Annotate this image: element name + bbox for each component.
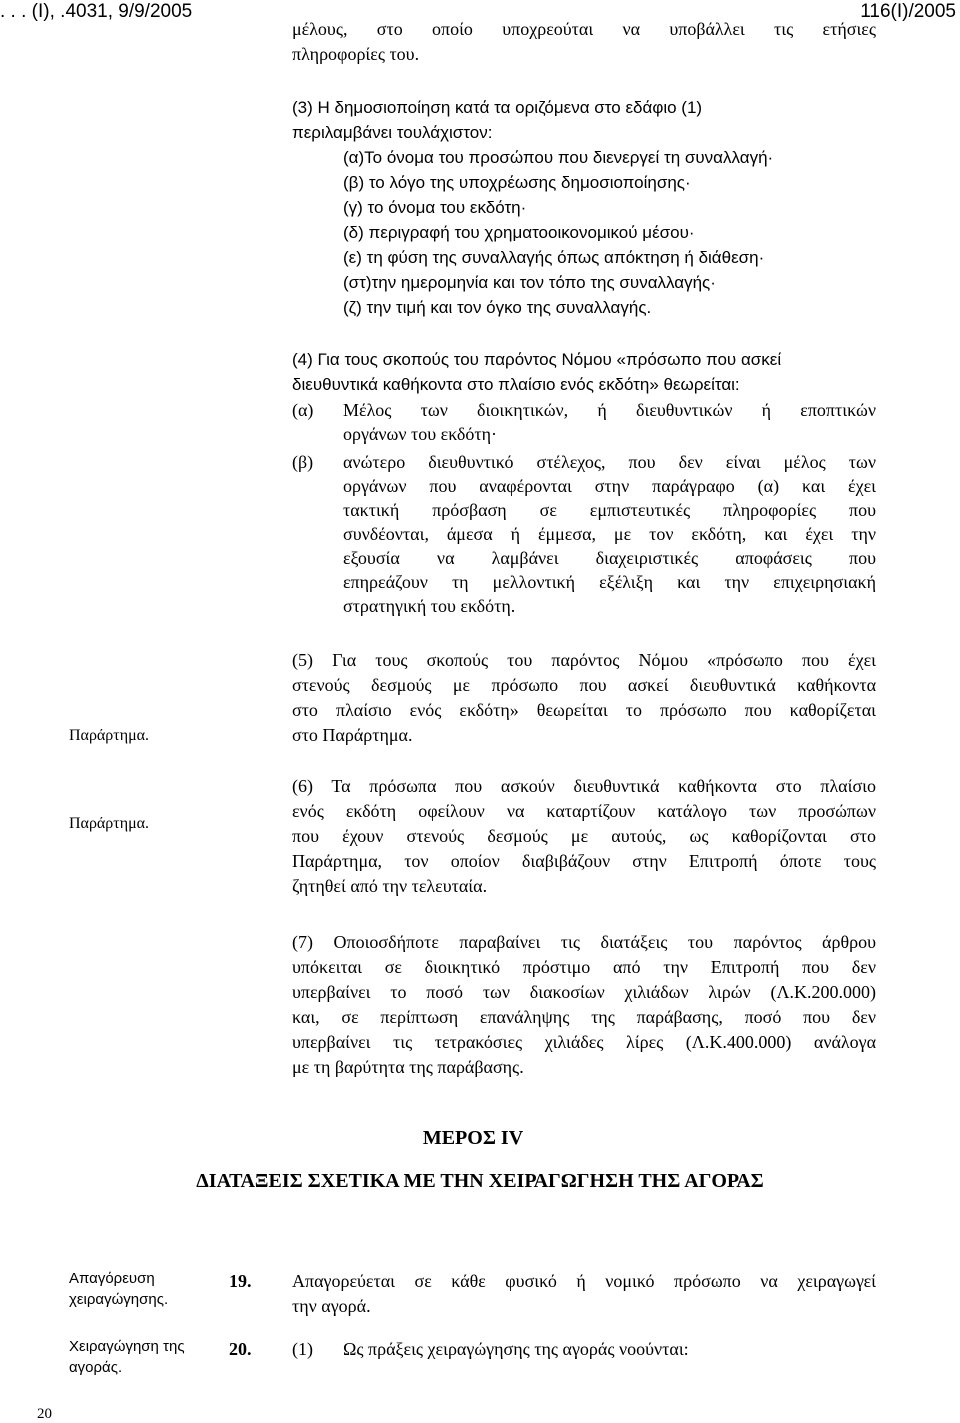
header-left: . . . (Ι), .4031, 9/9/2005 [0, 1, 193, 22]
section20-margin-line-2: αγοράς. [69, 1359, 123, 1376]
para5-line-2: στενούς δεσμούς με πρόσωπο που ασκεί διευθυντικά καθήκοντα [292, 675, 876, 695]
para4-b-line-3: τακτική πρόσβαση σε εμπιστευτικές πληροφορίες που [343, 500, 876, 520]
section20-subsection: (1) [292, 1339, 313, 1359]
para4-intro-line-2: διευθυντικά καθήκοντα στο πλαίσιο ενός εκδότη» θεωρείται: [292, 375, 740, 394]
para6-line-5: ζητηθεί από την τελευταία. [292, 876, 488, 896]
para4-b-line-1: ανώτερο διευθυντικό στέλεχος, που δεν είναι μέλος των [343, 452, 876, 472]
para4-b-line-4: συνδέονται, άμεσα ή έμμεσα, με τον εκδότη, και έχει την [343, 524, 876, 544]
para5-margin-note: Παράρτημα. [69, 727, 150, 744]
para6-line-4: Παράρτημα, τον οποίον διαβιβάζουν στην Επιτροπή όποτε τους [292, 851, 876, 871]
para4-a-line-1: Μέλος των διοικητικών, ή διευθυντικών ή εποπτικών [343, 400, 876, 420]
para7-line-6: με τη βαρύτητα της παράβασης. [292, 1057, 524, 1077]
para3-item-b: (β) το λόγο της υποχρέωσης δημοσιοποίησης· [343, 173, 691, 192]
section19-number: 19. [229, 1271, 252, 1291]
para6-line-2: ενός εκδότη οφείλουν να καταρτίζουν κατάλογο των προσώπων [292, 801, 876, 821]
para6-line-3: που έχουν στενούς δεσμούς με αυτούς, ως καθορίζονται στο [292, 826, 876, 846]
para3-item-z: (ζ) την τιμή και τον όγκο της συναλλαγής. [343, 298, 652, 317]
section19-line-2: την αγορά. [292, 1296, 371, 1316]
para4-b-line-2: οργάνων που αναφέρονται στην παράγραφο (α) και έχει [343, 476, 876, 496]
section20-margin-line-1: Χειραγώγηση της [69, 1338, 185, 1355]
para7-line-5: υπερβαίνει τις τετρακόσιες χιλιάδες λίρες (Λ.Κ.400.000) ανάλογα [292, 1032, 876, 1052]
para5-line-3: στο πλαίσιο ενός εκδότη» θεωρείται το πρόσωπο που καθορίζεται [292, 700, 876, 720]
para3-item-d: (δ) περιγραφή του χρηματοοικονομικού μέσου· [343, 223, 695, 242]
para7-line-3: υπερβαίνει το ποσό των διακοσίων χιλιάδων λιρών (Λ.Κ.200.000) [292, 982, 876, 1002]
top-continuation-line-2: πληροφορίες του. [292, 44, 420, 64]
para7-line-4: και, σε περίπτωση επανάληψης της παράβασης, ποσό που δεν [292, 1007, 876, 1027]
para3-item-c: (γ) το όνομα του εκδότη· [343, 198, 527, 217]
para3-intro-line-2: περιλαμβάνει τουλάχιστον: [292, 123, 493, 142]
para6-line-1: (6) Τα πρόσωπα που ασκούν διευθυντικά καθήκοντα στο πλαίσιο [292, 776, 876, 796]
top-continuation-line-1: μέλους, στο οποίο υποχρεούται να υποβάλλει τις ετήσιες [292, 19, 876, 39]
section19-line-1: Απαγορεύεται σε κάθε φυσικό ή νομικό πρόσωπο να χειραγωγεί [292, 1271, 876, 1291]
para7-line-2: υπόκειται σε διοικητικό πρόστιμο από την Επιτροπή που δεν [292, 957, 876, 977]
para4-b-line-7: στρατηγική του εκδότη. [343, 596, 516, 616]
section19-margin-line-2: χειραγώγησης. [69, 1291, 169, 1308]
para7-line-1: (7) Οποιοσδήποτε παραβαίνει τις διατάξεις του παρόντος άρθρου [292, 932, 876, 952]
para3-item-a: (α)Το όνομα του προσώπου που διενεργεί τη συναλλαγή· [343, 148, 774, 167]
section20-number: 20. [229, 1339, 252, 1359]
para3-intro-line-1: (3) Η δημοσιοποίηση κατά τα οριζόμενα στο εδάφιο (1) [292, 98, 703, 117]
section20-text: Ως πράξεις χειραγώγησης της αγοράς νοούνται: [343, 1339, 689, 1359]
page-number: 20 [37, 1406, 52, 1422]
para4-b-line-5: εξουσία να λαμβάνει διαχειριστικές αποφάσεις που [343, 548, 876, 568]
para4-a-line-2: οργάνων του εκδότη· [343, 424, 497, 444]
para3-item-e: (ε) τη φύση της συναλλαγής όπως απόκτηση ή διάθεση· [343, 248, 765, 267]
para4-intro-line-1: (4) Για τους σκοπούς του παρόντος Νόμου «πρόσωπο που ασκεί [292, 350, 782, 369]
para5-line-1: (5) Για τους σκοπούς του παρόντος Νόμου «πρόσωπο που έχει [292, 650, 876, 670]
para6-margin-note: Παράρτημα. [69, 815, 150, 832]
para5-line-4: στο Παράρτημα. [292, 725, 413, 745]
part-number: ΜΕΡΟΣ IV [422, 1127, 524, 1149]
part-title: ΔΙΑΤΑΞΕΙΣ ΣΧΕΤΙΚΑ ΜΕ ΤΗΝ ΧΕΙΡΑΓΩΓΗΣΗ ΤΗΣ ΑΓΟΡΑΣ [196, 1170, 764, 1192]
para3-item-st: (στ)την ημερομηνία και τον τόπο της συναλλαγής· [343, 273, 716, 292]
para4-b-line-6: επηρεάζουν τη μελλοντική εξέλιξη και την επιχειρησιακή [343, 572, 876, 592]
section19-margin-line-1: Απαγόρευση [69, 1270, 155, 1287]
para4-b-label: (β) [292, 452, 314, 472]
para4-a-label: (α) [292, 400, 314, 420]
header-right: 116(Ι)/2005 [860, 1, 956, 22]
